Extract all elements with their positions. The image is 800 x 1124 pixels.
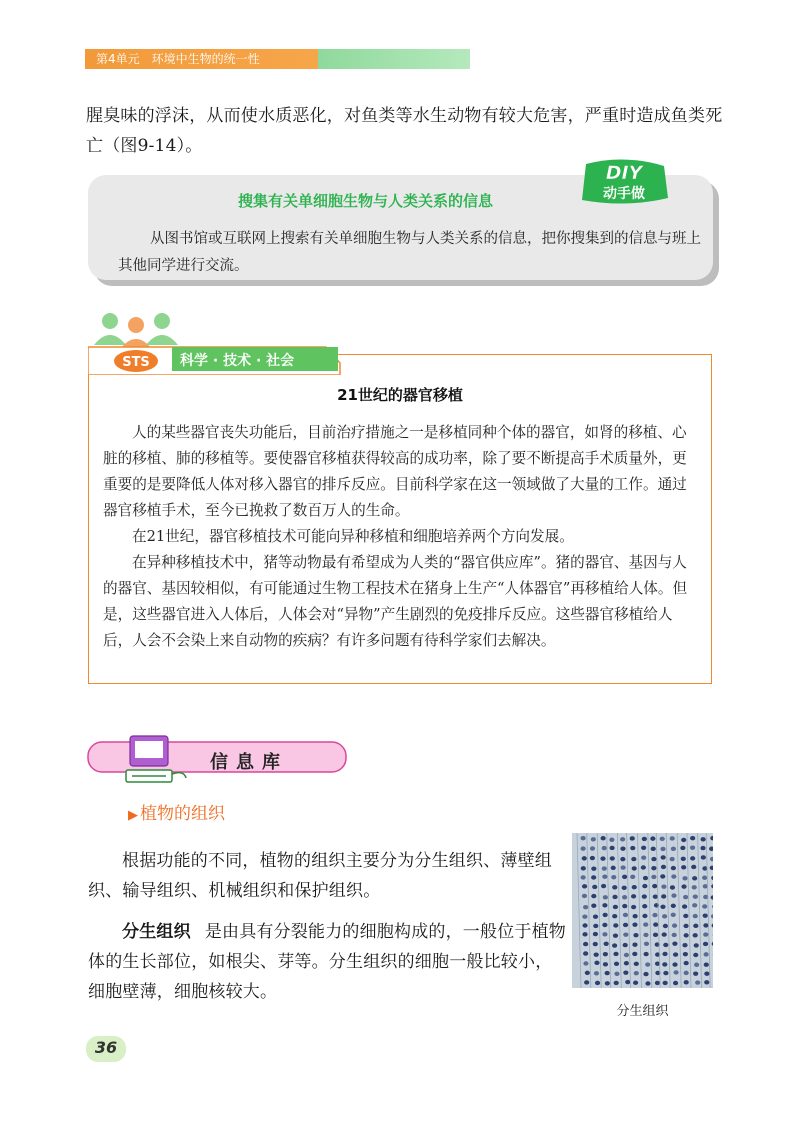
triangle-bullet-icon: ▶ (128, 808, 138, 823)
micrograph-caption: 分生组织 (616, 1004, 669, 1019)
sts-paragraph-2: 在21世纪，器官移植技术可能向异种移植和细胞培养两个方向发展。 (132, 528, 574, 545)
term-meristem: 分生组织 (122, 922, 191, 942)
sts-paragraph-1: 人的某些器官丧失功能后，目前治疗措施之一是移植同种个体的器官，如肾的移植、心脏的移植、肺的移植等。要使器官移植获得较高的成功率，除了要不断提高手术质量外，更重要的是要降低人体对移入器官的排斥反应。目前科学家在这一领域做了大量的工作。通过器官移植手术，至今已挽救了数百万人的生命。 (103, 424, 687, 519)
sts-label: 科学 · 技术 · 社会 (180, 353, 295, 369)
page-number: 36 (94, 1038, 118, 1057)
running-header (96, 50, 260, 68)
unit-title: 环境中生物的统一性 (151, 52, 260, 66)
diy-badge-bottom: 动手做 (603, 186, 645, 202)
sts-body (103, 420, 701, 654)
info-paragraph-1 (88, 846, 568, 906)
unit-label: 第4单元 (96, 52, 140, 66)
people-icon (94, 313, 178, 349)
header-band-green (318, 49, 470, 69)
info-paragraph-2-text: 是由具有分裂能力的细胞构成的，一般位于植物体的生长部位，如根尖、芽等。分生组织的细胞一般比较小，细胞壁薄，细胞核较大。 (88, 922, 567, 1002)
sts-paragraph-3: 在异种移植技术中，猪等动物最有希望成为人类的“器官供应库”。猪的器官、基因与人的器官、基因较相似，有可能通过生物工程技术在猪身上生产“人体器官”再移植给人体。但是，这些器官进入人体后，人体会对“异物”产生剧烈的免疫排斥反应。这些器官移植给人后，人会不会染上来自动物的疾病？有许多问题有待科学家们去解决。 (103, 554, 688, 649)
diy-badge-top: DIY (605, 162, 643, 184)
info-library-title: 信息库 (210, 752, 288, 773)
info-paragraph-1-text: 根据功能的不同，植物的组织主要分为分生组织、薄壁组织、输导组织、机械组织和保护组织。 (88, 851, 552, 901)
diy-text: 从图书馆或互联网上搜索有关单细胞生物与人类关系的信息，把你搜集到的信息与班上其他同学进行交流。 (118, 231, 701, 274)
info-paragraph-2 (88, 917, 568, 1007)
diy-title: 搜集有关单细胞生物与人类关系的信息 (237, 192, 493, 210)
section-heading (128, 799, 225, 824)
meristem-micrograph (572, 833, 713, 988)
sts-article-title: 21世纪的器官移植 (337, 386, 463, 404)
sts-badge: STS (122, 355, 150, 370)
sts-header (88, 311, 348, 375)
intro-paragraph: 腥臭味的浮沫，从而使水质恶化，对鱼类等水生动物有较大危害，严重时造成鱼类死亡（图9-14）。 (86, 106, 723, 156)
section-heading-text: 植物的组织 (140, 804, 225, 824)
